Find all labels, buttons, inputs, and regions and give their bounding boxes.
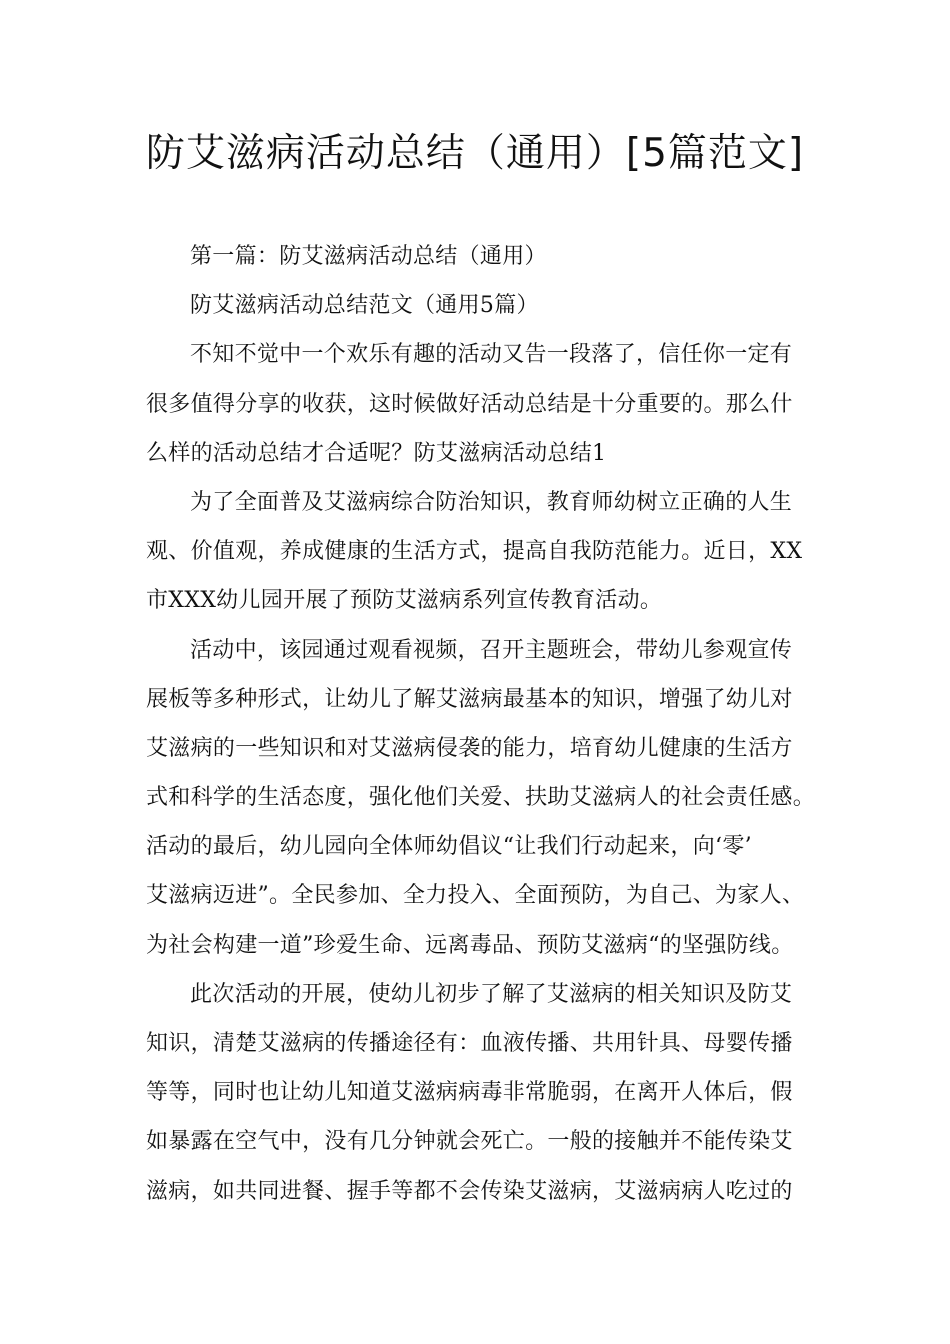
body-line: 活动的最后，幼儿园向全体师幼倡议“让我们行动起来，向‘零’	[146, 834, 752, 860]
body-line: 活动中，该园通过观看视频，召开主题班会，带幼儿参观宣传	[190, 637, 793, 663]
body-line: 观、价值观，养成健康的生活方式，提高自我防范能力。近日，XX	[146, 539, 803, 565]
body-line: 展板等多种形式，让幼儿了解艾滋病最基本的知识，增强了幼儿对	[146, 686, 793, 712]
document-title: 防艾滋病活动总结（通用）[5篇范文]	[145, 131, 805, 176]
body-line: 艾滋病迈进”。全民参加、全力投入、全面预防，为自己、为家人、	[146, 883, 805, 909]
body-line: 防艾滋病活动总结范文（通用5篇）	[190, 293, 539, 319]
body-line: 如暴露在空气中，没有几分钟就会死亡。一般的接触并不能传染艾	[146, 1129, 793, 1155]
body-line: 市XXX幼儿园开展了预防艾滋病系列宣传教育活动。	[146, 588, 663, 614]
body-line: 很多值得分享的收获，这时候做好活动总结是十分重要的。那么什	[146, 391, 793, 417]
body-line: 不知不觉中一个欢乐有趣的活动又告一段落了，信任你一定有	[190, 342, 793, 368]
body-line: 等等，同时也让幼儿知道艾滋病病毒非常脆弱，在离开人体后，假	[146, 1080, 793, 1106]
document-body	[146, 232, 816, 1216]
body-line: 第一篇：防艾滋病活动总结（通用）	[190, 244, 547, 269]
body-line: 知识，清楚艾滋病的传播途径有：血液传播、共用针具、母婴传播	[146, 1031, 793, 1056]
body-line: 为社会构建一道”珍爱生命、远离毒品、预防艾滋病“的坚强防线。	[146, 932, 794, 958]
body-line: 式和科学的生活态度，强化他们关爱、扶助艾滋病人的社会责任感。	[146, 785, 816, 811]
body-line: 么样的活动总结才合适呢？防艾滋病活动总结1	[146, 440, 607, 466]
body-line: 艾滋病的一些知识和对艾滋病侵袭的能力，培育幼儿健康的生活方	[146, 735, 793, 761]
body-line: 此次活动的开展，使幼儿初步了解了艾滋病的相关知识及防艾	[190, 981, 793, 1007]
body-line: 滋病，如共同进餐、握手等都不会传染艾滋病，艾滋病病人吃过的	[146, 1178, 793, 1204]
body-line: 为了全面普及艾滋病综合防治知识，教育师幼树立正确的人生	[190, 489, 793, 515]
